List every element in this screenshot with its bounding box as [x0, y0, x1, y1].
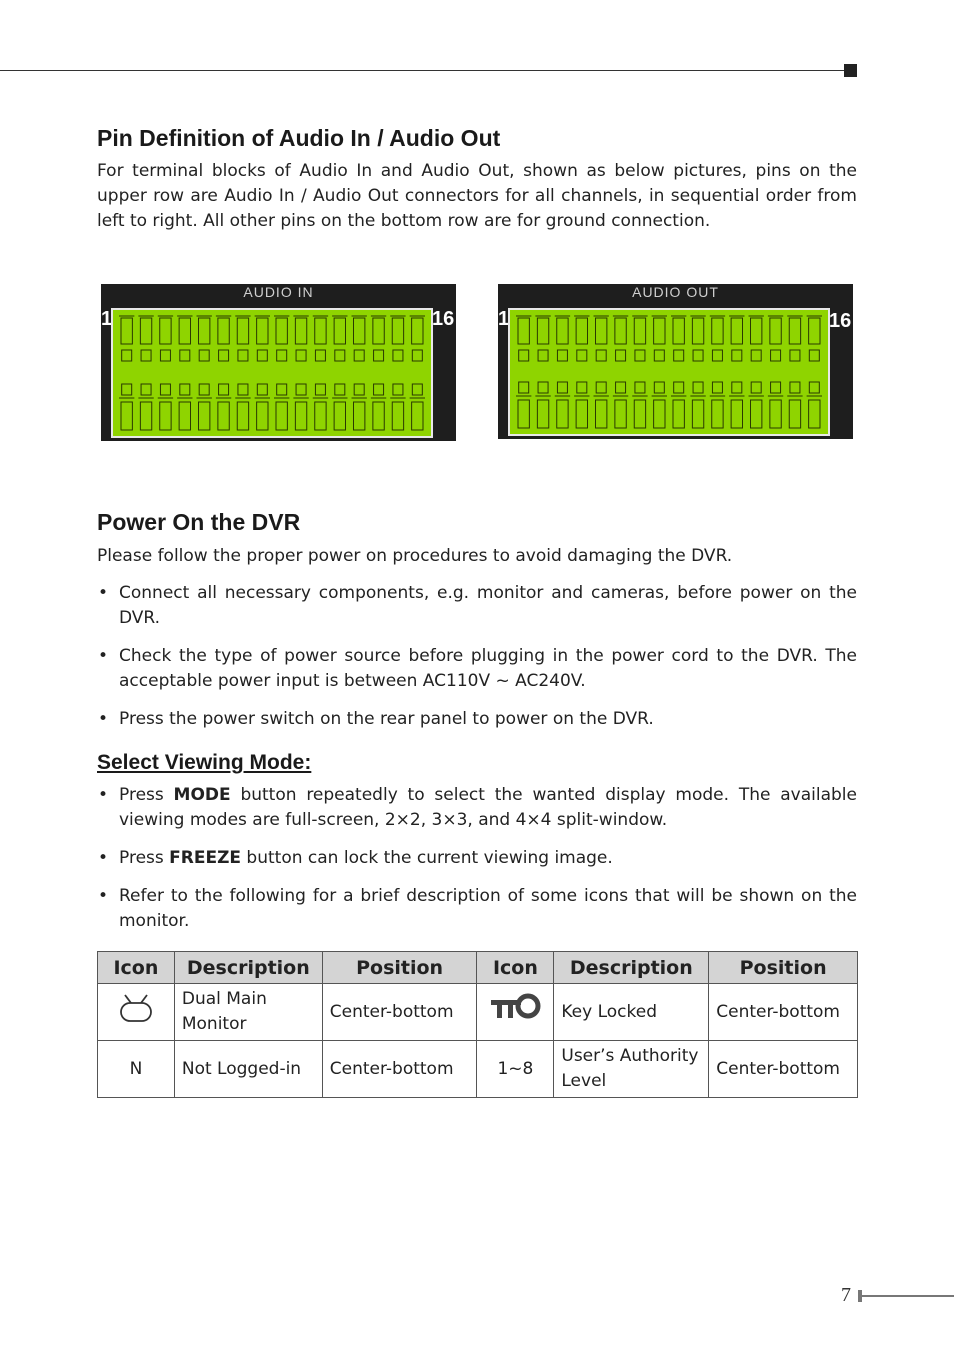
freeze-keyword: FREEZE — [169, 848, 242, 868]
pin-definition-body: For terminal blocks of Audio In and Audio Out, shown as below pictures, pins on the upper row are Audio In / Audio Out connectors for all channels, in sequential order from left to right. All other pins on the bottom row are for ground connection. — [97, 161, 857, 231]
table-cell: Center-bottom — [322, 1041, 477, 1098]
header-rule — [0, 70, 848, 71]
header-description: Description — [554, 952, 709, 984]
table-cell: Center-bottom — [322, 984, 477, 1041]
table-cell: Dual Main Monitor — [174, 984, 322, 1041]
table-row — [98, 984, 858, 1041]
section-title-power-on: Power On the DVR — [97, 509, 301, 535]
dual-monitor-icon — [117, 992, 155, 1024]
header-icon: Icon — [477, 952, 554, 984]
header-icon: Icon — [98, 952, 175, 984]
table-header-row — [98, 952, 858, 984]
list-item: • Connect all necessary components, e.g. monitor and cameras, before power on the DVR. — [97, 581, 857, 631]
page-number: 7 — [841, 1284, 851, 1306]
header-position: Position — [709, 952, 858, 984]
icon-table — [97, 951, 858, 1098]
table-cell — [98, 984, 175, 1041]
table-cell — [477, 984, 554, 1041]
audio-in-terminal — [101, 284, 456, 441]
audio-out-terminal-block-icon — [508, 308, 830, 436]
list-item — [97, 846, 857, 871]
audio-in-first-pin: 1 — [101, 308, 113, 330]
audio-out-last-pin: 16 — [829, 310, 852, 332]
table-cell: Center-bottom — [709, 1041, 858, 1098]
audio-out-terminal — [498, 284, 853, 439]
bullet-text: button can lock the current viewing image. — [241, 848, 613, 868]
power-on-list — [97, 581, 857, 745]
audio-in-terminal-block-icon — [111, 308, 433, 438]
section-title-viewing-mode: Select Viewing Mode: — [97, 751, 312, 774]
power-on-intro: Please follow the proper power on procedures to avoid damaging the DVR. — [97, 546, 733, 566]
bullet-text: button repeatedly to select the wanted display mode. The available viewing modes are full-screen, 2×2, 3×3, and 4×4 split-window. — [119, 785, 857, 830]
viewing-mode-list — [97, 783, 857, 947]
section-title-pin-definition: Pin Definition of Audio In / Audio Out — [97, 125, 501, 151]
audio-in-last-pin: 16 — [432, 308, 455, 330]
bullet-text: Press — [119, 848, 170, 868]
table-cell: Key Locked — [554, 984, 709, 1041]
audio-out-label: AUDIO OUT — [632, 284, 719, 300]
audio-in-label: AUDIO IN — [243, 284, 314, 300]
header-position: Position — [322, 952, 477, 984]
table-cell: 1~8 — [477, 1041, 554, 1098]
list-item: • Refer to the following for a brief description of some icons that will be shown on the monitor. — [97, 884, 857, 934]
key-icon — [489, 992, 541, 1024]
table-cell: Center-bottom — [709, 984, 858, 1041]
list-item: • Check the type of power source before plugging in the power cord to the DVR. The acceptable power input is between AC110V ~ AC240V. — [97, 644, 857, 694]
list-item: • Press the power switch on the rear panel to power on the DVR. — [97, 707, 857, 732]
header-square-icon — [844, 64, 857, 77]
footer-rule — [862, 1295, 954, 1297]
audio-out-first-pin: 1 — [498, 308, 510, 330]
table-cell: Not Logged-in — [174, 1041, 322, 1098]
table-cell: N — [98, 1041, 175, 1098]
bullet-text: Press — [119, 785, 174, 805]
list-item — [97, 783, 857, 833]
mode-keyword: MODE — [173, 785, 231, 805]
table-row — [98, 1041, 858, 1098]
table-cell: User’s Authority Level — [554, 1041, 709, 1098]
header-description: Description — [174, 952, 322, 984]
